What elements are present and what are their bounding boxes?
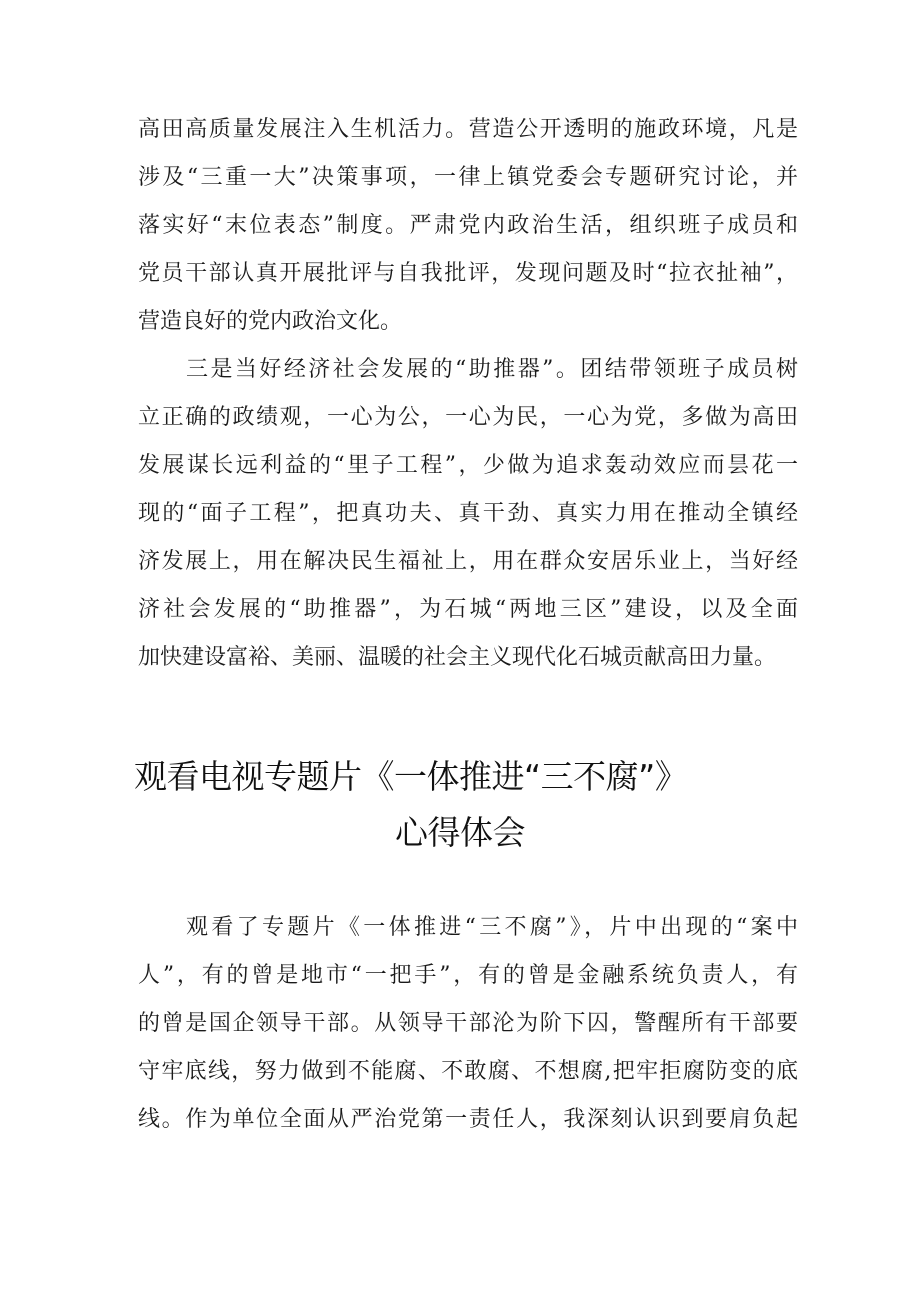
paragraph-line: 落实好“末位表态”制度。严肃党内政治生活，组织班子成员和 [138, 213, 798, 238]
paragraph-line: 发展谋长远利益的“里子工程”，少做为追求轰动效应而昙花一 [138, 453, 798, 478]
paragraph-line: 守牢底线，努力做到不能腐、不敢腐、不想腐,把牢拒腐防变的底 [138, 1059, 798, 1084]
paragraph-line: 营造良好的党内政治文化。 [138, 309, 403, 334]
article-subtitle: 心得体会 [395, 813, 525, 852]
paragraph-line: 济社会发展的“助推器”，为石城“两地三区”建设，以及全面 [138, 597, 798, 622]
paragraph-line: 的曾是国企领导干部。从领导干部沦为阶下囚，警醒所有干部要 [138, 1011, 798, 1036]
paragraph-line: 高田高质量发展注入生机活力。营造公开透明的施政环境，凡是 [138, 117, 798, 142]
paragraph-line: 人”，有的曾是地市“一把手”，有的曾是金融系统负责人，有 [138, 963, 798, 988]
paragraph-line: 立正确的政绩观，一心为公，一心为民，一心为党，多做为高田 [138, 405, 798, 430]
paragraph-line: 线。作为单位全面从严治党第一责任人，我深刻认识到要肩负起 [138, 1107, 798, 1132]
paragraph-line: 观看了专题片《一体推进“三不腐”》，片中出现的“案中 [186, 915, 798, 940]
paragraph-line: 加快建设富裕、美丽、温暖的社会主义现代化石城贡献高田力量。 [138, 645, 777, 670]
paragraph-line: 党员干部认真开展批评与自我批评，发现问题及时“拉衣扯袖”， [138, 261, 798, 286]
article-title: 观看电视专题片《一体推进“三不腐”》 [134, 757, 688, 796]
paragraph-line: 济发展上，用在解决民生福祉上，用在群众安居乐业上，当好经 [138, 549, 798, 574]
paragraph-line: 涉及“三重一大”决策事项，一律上镇党委会专题研究讨论，并 [138, 165, 798, 190]
paragraph-line: 现的“面子工程”，把真功夫、真干劲、真实力用在推动全镇经 [138, 501, 798, 526]
paragraph-line: 三是当好经济社会发展的“助推器”。团结带领班子成员树 [186, 357, 798, 382]
